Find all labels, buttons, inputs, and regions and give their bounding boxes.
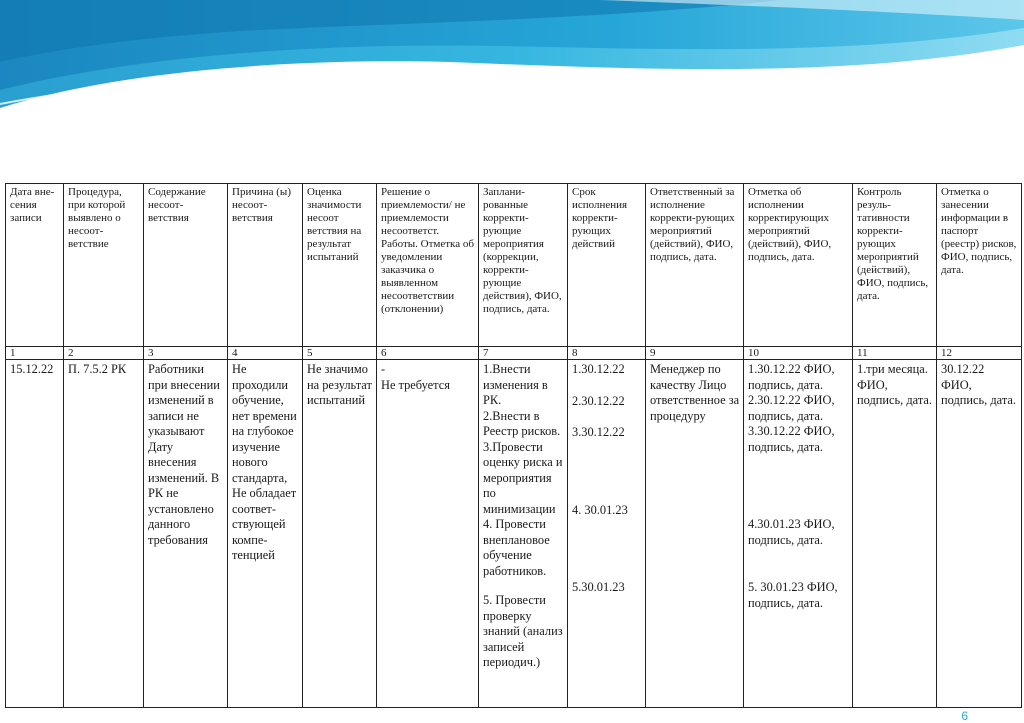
column-number: 9 [646, 347, 744, 360]
cell-content: Работники при внесении изменений в записи не указывают Дату внесения изменений. В РК не установлено данного требования [144, 360, 228, 708]
cell-cause: Не проходили обучение, нет времени на глубокое изучение нового стандарта, Не обладает соответ-ствующей компе-тенцией [228, 360, 303, 708]
column-header-responsible: Ответственный за исполнение корректи-рующих мероприятий (действий), ФИО, подпись, дата. [646, 184, 744, 347]
cell-responsible: Менеджер по качеству Лицо ответственное за процедуру [646, 360, 744, 708]
deadline-item: 2.30.12.22 [572, 393, 625, 408]
page-number: 6 [961, 709, 968, 723]
column-number: 3 [144, 347, 228, 360]
execution-item: 2.30.12.22 ФИО, подпись, дата. [748, 393, 835, 423]
execution-item: 5. 30.01.23 ФИО, подпись, дата. [748, 580, 838, 610]
deadline-item: 1.30.12.22 [572, 362, 625, 376]
table-header-row [6, 184, 1022, 347]
column-number: 11 [853, 347, 937, 360]
action-item: 4. Провести внеплановое обучение работников. [483, 517, 550, 578]
cell-decision [377, 360, 479, 708]
execution-item: 3.30.12.22 ФИО, подпись, дата. [748, 424, 835, 454]
column-number: 6 [377, 347, 479, 360]
column-number: 1 [6, 347, 64, 360]
cell-significance: Не значимо на результат испытаний [303, 360, 377, 708]
column-number: 8 [568, 347, 646, 360]
header-wave-decoration [0, 0, 1024, 120]
column-number-row [6, 347, 1022, 360]
column-header-significance: Оценка значимости несоот ветствия на результат испытаний [303, 184, 377, 347]
column-number: 7 [479, 347, 568, 360]
column-header-execution: Отметка об исполнении корректирующих мероприятий (действий), ФИО, подпись, дата. [744, 184, 853, 347]
column-number: 4 [228, 347, 303, 360]
column-number: 12 [937, 347, 1022, 360]
execution-item: 1.30.12.22 ФИО, подпись, дата. [748, 362, 835, 392]
nonconformity-register-table [5, 183, 1022, 708]
execution-item: 4.30.01.23 ФИО, подпись, дата. [748, 517, 835, 547]
action-item: 5. Провести проверку знаний (анализ записей периодич.) [483, 593, 563, 669]
cell-deadlines [568, 360, 646, 708]
action-item: 3.Провести оценку риска и мероприятия по минимизации [483, 439, 563, 516]
deadline-item: 5.30.01.23 [572, 580, 625, 594]
decision-dash: - [381, 362, 386, 376]
cell-date: 15.12.22 [6, 360, 64, 708]
deadline-item: 3.30.12.22 [572, 425, 625, 439]
cell-execution [744, 360, 853, 708]
column-header-deadline: Срок исполнения корректи-рующих действий [568, 184, 646, 347]
column-number: 10 [744, 347, 853, 360]
column-number: 5 [303, 347, 377, 360]
action-item: 1.Внести изменения в РК. [483, 362, 548, 407]
column-header-decision: Решение о приемлемости/ не приемлемости несоответст. Работы. Отметка об уведомлении заказчика о выявленном несоответствии (отклонении) [377, 184, 479, 347]
column-header-procedure: Процедура, при которой выявлено о несоот-ветствие [64, 184, 144, 347]
column-header-planned-actions: Заплани-рованные корректи-рующие мероприятия (коррекции, корректи-рующие действия), ФИО, подпись, дата. [479, 184, 568, 347]
cell-registry: 30.12.22 ФИО, подпись, дата. [937, 360, 1022, 708]
cell-planned-actions [479, 360, 568, 708]
column-header-date: Дата вне-сения записи [6, 184, 64, 347]
decision-text: Не требуется [381, 377, 450, 392]
cell-control: 1.три месяца. ФИО, подпись, дата. [853, 360, 937, 708]
column-header-content: Содержание несоот-ветствия [144, 184, 228, 347]
table-row [6, 360, 1022, 708]
cell-procedure: П. 7.5.2 РК [64, 360, 144, 708]
deadline-item: 4. 30.01.23 [572, 502, 628, 517]
column-header-registry: Отметка о занесении информации в паспорт (реестр) рисков, ФИО, подпись, дата. [937, 184, 1022, 347]
column-number: 2 [64, 347, 144, 360]
column-header-control: Контроль резуль-тативности корректи-рующих мероприятий (действий), ФИО, подпись, дата. [853, 184, 937, 347]
action-item: 2.Внести в Реестр рисков. [483, 408, 561, 438]
column-header-cause: Причина (ы) несоот-ветствия [228, 184, 303, 347]
